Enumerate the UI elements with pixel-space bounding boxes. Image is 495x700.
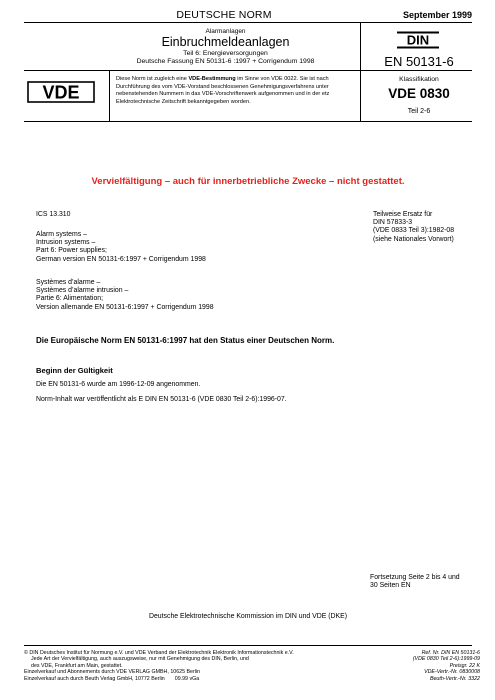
- footer-line: des VDE, Frankfurt am Main, gestattet.: [31, 662, 123, 669]
- vde-divider: [109, 70, 110, 121]
- french-title-block: [36, 279, 214, 312]
- ics-code: ICS 13.310: [36, 211, 71, 218]
- vde-logo-text: VDE: [42, 82, 80, 103]
- english-line: Alarm systems –: [36, 231, 87, 238]
- classification-rule: [24, 121, 472, 122]
- replacement-line: Teilweise Ersatz für: [373, 211, 433, 218]
- reference-line: Beuth-Vertr.-Nr. 3322: [429, 675, 480, 682]
- right-divider: [360, 22, 361, 121]
- vde-logo-icon: [26, 80, 96, 104]
- validity-adoption: Die EN 50131-6 wurde am 1996-12-09 angenommen.: [36, 381, 201, 388]
- note-bold: VDE-Bestimmung: [188, 76, 236, 82]
- commission-name: Deutsche Elektrotechnische Kommission im DIN und VDE (DKE): [149, 613, 347, 620]
- footer-line: © DIN Deutsches Institut für Normung e.V. und VDE Verband der Elektrotechnik Elektronik Informationstechnik e.V.: [24, 650, 294, 656]
- replacement-line: DIN 57833-3: [373, 219, 413, 227]
- footer-copyright: [24, 650, 379, 682]
- footer-line-text: Einzelverkauf auch durch Beuth Verlag GmbH, 10772 Berlin: [24, 675, 165, 682]
- din-logo-icon: [395, 30, 441, 50]
- validity-draft: Norm-Inhalt war veröffentlicht als E DIN EN 50131-6 (VDE 0830 Teil 2-6):1996-07.: [36, 396, 287, 403]
- reference-line: VDE-Vertr.-Nr. 0830008: [424, 669, 480, 676]
- french-line: Systèmes d’alarme intrusion –: [36, 287, 129, 295]
- document-title: Einbruchmeldeanlagen: [161, 35, 290, 49]
- publication-date: September 1999: [402, 10, 472, 20]
- footer-code: 09.99 vGa: [174, 675, 200, 682]
- english-line: Part 6: Power supplies;: [36, 247, 107, 255]
- continuation-line: 30 Seiten EN: [370, 582, 411, 590]
- title-version: Deutsche Fassung EN 50131-6 :1997 + Corrigendum 1998: [136, 58, 315, 65]
- continuation-line: Fortsetzung Seite 2 bis 4 und: [370, 574, 460, 581]
- norm-type: DEUTSCHE NORM: [176, 9, 272, 21]
- title-part: Teil 6: Energieversorgungen: [183, 50, 268, 57]
- din-logo-text: DIN: [406, 32, 430, 48]
- footer-reference: [380, 650, 480, 682]
- replacement-line: (VDE 0833 Teil 3):1982-08: [373, 227, 455, 235]
- replacement-note: [373, 211, 483, 244]
- english-line: Intrusion systems –: [36, 239, 96, 247]
- classification-number: VDE 0830: [388, 86, 450, 101]
- title-category: Alarmanlagen: [205, 28, 246, 35]
- copy-warning: Vervielfältigung – auch für innerbetriebliche Zwecke – nicht gestattet.: [91, 176, 405, 187]
- note-part1: Diese Norm ist zugleich eine: [116, 76, 189, 82]
- continuation-note: [370, 574, 480, 591]
- vde-note: [116, 76, 354, 107]
- reference-line: (VDE 0830 Teil 2-6):1999-09: [412, 656, 480, 663]
- note-part2: im Sinne von VDE 0022. Sie ist nach Durchführung des vom VDE-Vorstand beschlossenen Genehmigungsverfahrens unter nebenstehenden Nummern in das VDE-Vorschriftenwerk aufgenommen und in der etz Elektrotechnische Zeitschrift bekanntgegeben worden.: [116, 76, 330, 106]
- title-rule: [24, 70, 472, 71]
- footer-line: Einzelverkauf und Abonnements durch VDE VERLAG GMBH, 10625 Berlin: [24, 669, 201, 676]
- validity-heading: Beginn der Gültigkeit: [36, 366, 113, 375]
- footer-rule: [24, 645, 472, 646]
- classification-part: Teil 2-6: [407, 108, 431, 115]
- footer-line: Jede Art der Vervielfältigung, auch auszugsweise, nur mit Genehmigung des DIN, Berlin, und: [31, 656, 249, 663]
- french-line: Systèmes d’alarme –: [36, 279, 101, 286]
- french-line: Partie 6: Alimentation;: [36, 295, 104, 303]
- english-title-block: [36, 231, 206, 264]
- reference-line: Preisgr. 22 K: [449, 662, 480, 669]
- replacement-line: (siehe Nationales Vorwort): [373, 235, 454, 243]
- footer-line: [24, 676, 379, 682]
- reference-line: Ref. Nr. DIN EN 50131-6: [421, 650, 480, 656]
- en-number: EN 50131-6: [384, 54, 454, 69]
- status-statement: Die Europäische Norm EN 50131-6:1997 hat den Status einer Deutschen Norm.: [36, 336, 335, 345]
- header-rule: [24, 22, 472, 23]
- classification-label: Klassifikation: [399, 76, 439, 83]
- english-line: German version EN 50131-6:1997 + Corrigendum 1998: [36, 255, 206, 263]
- french-line: Version allemande EN 50131-6:1997 + Corrigendum 1998: [36, 303, 214, 311]
